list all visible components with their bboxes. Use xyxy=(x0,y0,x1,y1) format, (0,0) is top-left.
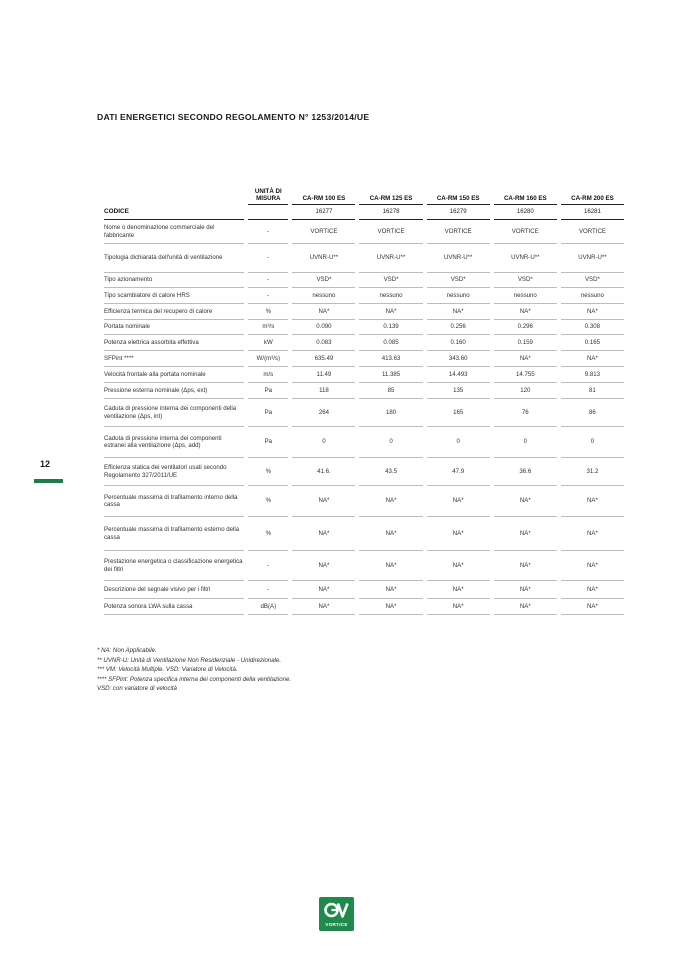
row-label: Nome o denominazione commerciale del fabbricante xyxy=(104,220,244,244)
value-cell: NA* xyxy=(561,486,624,517)
table-row xyxy=(104,320,624,335)
value-cell: nessuno xyxy=(292,288,355,304)
table-row xyxy=(104,517,624,551)
value-cell: 635.49 xyxy=(292,351,355,367)
value-cell: 0 xyxy=(427,427,490,458)
value-cell: 43.5 xyxy=(359,458,422,486)
value-cell: NA* xyxy=(359,517,422,551)
unit-cell: - xyxy=(248,288,288,304)
table-row xyxy=(104,599,624,615)
value-cell: 9.813 xyxy=(561,367,624,383)
value-cell: 11.385 xyxy=(359,367,422,383)
value-cell: 14.493 xyxy=(427,367,490,383)
unit-cell: dB(A) xyxy=(248,599,288,615)
table-row xyxy=(104,351,624,367)
table-row xyxy=(104,304,624,320)
value-cell: VSD* xyxy=(561,273,624,288)
value-cell: UVNR-U** xyxy=(427,244,490,273)
value-cell: UVNR-U** xyxy=(359,244,422,273)
value-cell: VSD* xyxy=(427,273,490,288)
unit-column-header: UNITÀ DI MISURA xyxy=(248,188,288,205)
value-cell: NA* xyxy=(427,486,490,517)
value-cell: NA* xyxy=(292,551,355,581)
value-cell: 343.60 xyxy=(427,351,490,367)
value-cell: NA* xyxy=(561,517,624,551)
unit-cell: kW xyxy=(248,335,288,351)
table-row xyxy=(104,220,624,244)
value-cell: 120 xyxy=(494,383,557,399)
value-cell: 76 xyxy=(494,399,557,427)
value-cell: VORTICE xyxy=(561,220,624,244)
value-cell: 0.083 xyxy=(292,335,355,351)
value-cell: 16279 xyxy=(427,205,490,220)
value-cell: NA* xyxy=(494,599,557,615)
value-cell: NA* xyxy=(561,351,624,367)
row-label: CODICE xyxy=(104,205,244,220)
table-row xyxy=(104,551,624,581)
value-cell: 0 xyxy=(494,427,557,458)
value-cell: UVNR-U** xyxy=(494,244,557,273)
value-cell: 0 xyxy=(292,427,355,458)
value-cell: NA* xyxy=(427,599,490,615)
footnote: * NA: Non Applicabile. xyxy=(97,647,157,654)
table-header-row xyxy=(104,188,624,205)
table-row xyxy=(104,486,624,517)
unit-cell: - xyxy=(248,581,288,599)
unit-cell: W/(m³/s) xyxy=(248,351,288,367)
vortice-logo xyxy=(319,897,354,931)
value-cell: 264 xyxy=(292,399,355,427)
value-cell: NA* xyxy=(561,304,624,320)
value-cell: 0.256 xyxy=(427,320,490,335)
table-row xyxy=(104,244,624,273)
value-cell: NA* xyxy=(292,517,355,551)
value-cell: 165 xyxy=(427,399,490,427)
unit-cell: - xyxy=(248,551,288,581)
value-cell: 11.49 xyxy=(292,367,355,383)
footnotes xyxy=(97,646,291,694)
unit-cell: % xyxy=(248,517,288,551)
value-cell: 0.160 xyxy=(427,335,490,351)
table-row xyxy=(104,383,624,399)
model-column-header: CA-RM 150 ES xyxy=(427,188,490,205)
footnote: *** VM: Velocità Multiple. VSD: Variatore di Velocità. xyxy=(97,666,238,673)
value-cell: UVNR-U** xyxy=(561,244,624,273)
value-cell: 36.6 xyxy=(494,458,557,486)
value-cell: 118 xyxy=(292,383,355,399)
table-row xyxy=(104,581,624,599)
value-cell: NA* xyxy=(494,551,557,581)
table-row xyxy=(104,288,624,304)
value-cell: NA* xyxy=(561,599,624,615)
unit-cell: m³/s xyxy=(248,320,288,335)
table-row xyxy=(104,399,624,427)
value-cell: 31.2 xyxy=(561,458,624,486)
model-column-header: CA-RM 125 ES xyxy=(359,188,422,205)
unit-cell: m/s xyxy=(248,367,288,383)
table-row xyxy=(104,335,624,351)
value-cell: 85 xyxy=(359,383,422,399)
value-cell: 0.159 xyxy=(494,335,557,351)
value-cell: 16281 xyxy=(561,205,624,220)
unit-cell: - xyxy=(248,244,288,273)
row-label: Tipo azionamento xyxy=(104,273,244,288)
row-label: Prestazione energetica o classificazione energetica dei filtri xyxy=(104,551,244,581)
value-cell: 0 xyxy=(359,427,422,458)
unit-cell xyxy=(248,205,288,220)
table-row xyxy=(104,458,624,486)
unit-cell: % xyxy=(248,304,288,320)
value-cell: 81 xyxy=(561,383,624,399)
value-cell: NA* xyxy=(427,304,490,320)
value-cell: UVNR-U** xyxy=(292,244,355,273)
unit-cell: Pa xyxy=(248,399,288,427)
value-cell: NA* xyxy=(292,304,355,320)
unit-cell: % xyxy=(248,458,288,486)
value-cell: 47.9 xyxy=(427,458,490,486)
value-cell: 86 xyxy=(561,399,624,427)
value-cell: NA* xyxy=(292,581,355,599)
value-cell: 0.090 xyxy=(292,320,355,335)
page-title: DATI ENERGETICI SECONDO REGOLAMENTO N° 1253/2014/UE xyxy=(97,112,370,122)
value-cell: NA* xyxy=(494,351,557,367)
value-cell: 135 xyxy=(427,383,490,399)
value-cell: NA* xyxy=(494,581,557,599)
value-cell: 41.6. xyxy=(292,458,355,486)
row-label: Pressione esterna nominale (Δps, ext) xyxy=(104,383,244,399)
row-label: Tipologia dichiarata dell'unità di ventilazione xyxy=(104,244,244,273)
table-body xyxy=(104,205,624,615)
energy-data-table xyxy=(100,188,628,615)
unit-cell: Pa xyxy=(248,383,288,399)
row-label: Tipo scambiatore di calore HRS xyxy=(104,288,244,304)
row-label: Caduta di pressione interna dei componenti della ventilazione (Δps, int) xyxy=(104,399,244,427)
value-cell: NA* xyxy=(292,599,355,615)
value-cell: NA* xyxy=(359,486,422,517)
value-cell: VORTICE xyxy=(494,220,557,244)
row-label: Potenza elettrica assorbita effettiva xyxy=(104,335,244,351)
model-column-header: CA-RM 200 ES xyxy=(561,188,624,205)
value-cell: 14.755 xyxy=(494,367,557,383)
table-row xyxy=(104,427,624,458)
value-cell: VORTICE xyxy=(427,220,490,244)
row-label: SFPint **** xyxy=(104,351,244,367)
value-cell: NA* xyxy=(359,581,422,599)
unit-cell: Pa xyxy=(248,427,288,458)
row-label: Potenza sonora LWA sulla cassa xyxy=(104,599,244,615)
row-label: Portata nominale xyxy=(104,320,244,335)
value-cell: 16280 xyxy=(494,205,557,220)
value-cell: nessuno xyxy=(427,288,490,304)
value-cell: nessuno xyxy=(561,288,624,304)
row-label: Descrizione del segnale visivo per i filtri xyxy=(104,581,244,599)
value-cell: 413.63 xyxy=(359,351,422,367)
page-number-bar xyxy=(34,479,63,483)
footnote: **** SFPint: Potenza specifica interna dei componenti della ventilazione. xyxy=(97,675,292,683)
value-cell: NA* xyxy=(494,486,557,517)
value-cell: 0.139 xyxy=(359,320,422,335)
value-cell: NA* xyxy=(359,551,422,581)
row-label: Caduta di pressione interna dei componenti estranei alla ventilazione (Δps, add) xyxy=(104,427,244,458)
value-cell: VORTICE xyxy=(292,220,355,244)
header-blank-cell xyxy=(104,188,244,205)
value-cell: NA* xyxy=(427,581,490,599)
code-row xyxy=(104,205,624,220)
unit-cell: - xyxy=(248,220,288,244)
row-label: Velocità frontale alla portata nominale xyxy=(104,367,244,383)
value-cell: 0.085 xyxy=(359,335,422,351)
value-cell: NA* xyxy=(561,581,624,599)
value-cell: NA* xyxy=(359,304,422,320)
value-cell: VSD* xyxy=(359,273,422,288)
value-cell: nessuno xyxy=(359,288,422,304)
page-number: 12 xyxy=(40,459,51,469)
value-cell: 180 xyxy=(359,399,422,427)
value-cell: 0.296 xyxy=(494,320,557,335)
value-cell: NA* xyxy=(292,486,355,517)
vortice-logo-text: VORTICE xyxy=(325,922,348,927)
row-label: Percentuale massima di trafilamento interno della cassa xyxy=(104,486,244,517)
unit-cell: % xyxy=(248,486,288,517)
value-cell: NA* xyxy=(359,599,422,615)
model-column-header: CA-RM 160 ES xyxy=(494,188,557,205)
row-label: Efficienza statica dei ventilatori usati secondo Regolamento 327/2011/UE xyxy=(104,458,244,486)
value-cell: NA* xyxy=(494,517,557,551)
footnote: VSD: con variatore di velocità xyxy=(97,685,177,692)
row-label: Efficienza termica del recupero di calore xyxy=(104,304,244,320)
value-cell: 0.165 xyxy=(561,335,624,351)
table-row xyxy=(104,273,624,288)
model-column-header: CA-RM 100 ES xyxy=(292,188,355,205)
value-cell: nessuno xyxy=(494,288,557,304)
value-cell: 0 xyxy=(561,427,624,458)
value-cell: 16278 xyxy=(359,205,422,220)
value-cell: 16277 xyxy=(292,205,355,220)
value-cell: VSD* xyxy=(494,273,557,288)
table-row xyxy=(104,367,624,383)
value-cell: NA* xyxy=(427,517,490,551)
value-cell: VORTICE xyxy=(359,220,422,244)
row-label: Percentuale massima di trafilamento esterno della cassa xyxy=(104,517,244,551)
value-cell: VSD* xyxy=(292,273,355,288)
footnote: ** UVNR-U: Unità di Ventilazione Non Residenziale - Unidirezionale. xyxy=(97,656,282,664)
value-cell: NA* xyxy=(494,304,557,320)
value-cell: NA* xyxy=(427,551,490,581)
value-cell: NA* xyxy=(561,551,624,581)
vortice-logo-mark-icon xyxy=(324,900,349,920)
unit-cell: - xyxy=(248,273,288,288)
value-cell: 0.308 xyxy=(561,320,624,335)
